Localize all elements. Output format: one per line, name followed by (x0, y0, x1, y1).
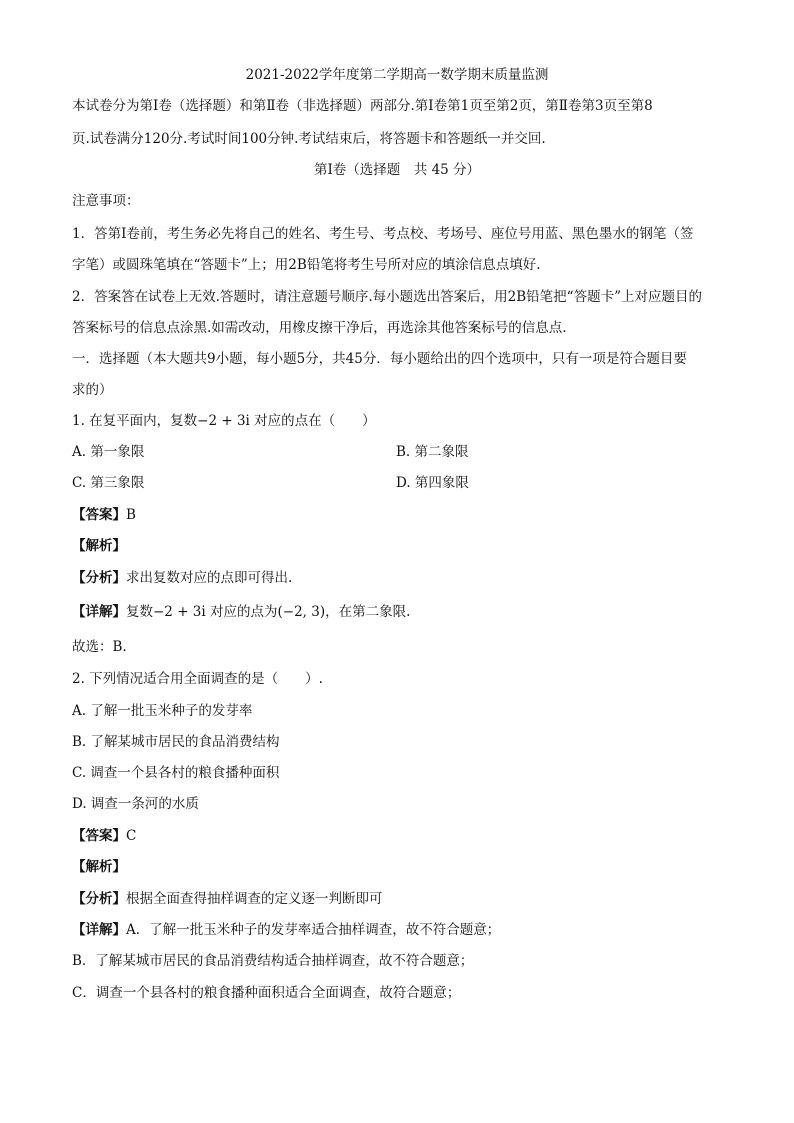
q2-answer-line (72, 827, 136, 845)
q1-answer-tag: 【答案】 (72, 507, 126, 523)
q1-detail-line (72, 603, 410, 621)
part-title: 第Ⅰ卷（选择题 共 45 分） (313, 162, 481, 178)
q1-detail: 复数−2 + 3i 对应的点为(−2, 3)，在第二象限. (126, 604, 411, 620)
q2-option-d: D. 调查一条河的水质 (72, 796, 199, 812)
q2-answer-tag: 【答案】 (72, 828, 126, 844)
q2-analysis-tag: 【解析】 (72, 859, 126, 875)
section-header-line-1: 一．选择题（本大题共9小题，每小题5分，共45分．每小题给出的四个选项中，只有一项是符合题目要 (72, 351, 687, 367)
section-header-line-2: 求的） (72, 382, 113, 398)
q1-fenxi-line (72, 569, 292, 587)
q2-fenxi-tag: 【分析】 (72, 891, 126, 907)
q1-choose: 故选：B. (72, 639, 127, 655)
notice-title: 注意事项： (72, 193, 140, 209)
q1-option-b: B. 第二象限 (396, 444, 469, 460)
q1-detail-tag: 【详解】 (72, 604, 126, 620)
q2-detail-b: B．了解某城市居民的食品消费结构适合抽样调查，故不符合题意； (72, 953, 474, 969)
notice-1-line-1: 1．答第Ⅰ卷前，考生务必先将自己的姓名、考生号、考点校、考场号、座位号用蓝、黑色墨水的钢笔（签 (72, 226, 694, 242)
q2-option-a: A. 了解一批玉米种子的发芽率 (72, 703, 253, 719)
q1-option-a: A. 第一象限 (72, 444, 145, 460)
q2-answer: C (126, 828, 137, 844)
q2-fenxi-line (72, 890, 383, 908)
q2-option-c: C. 调查一个县各村的粮食播种面积 (72, 765, 280, 781)
q2-detail-line (72, 921, 500, 939)
q1-fenxi: 求出复数对应的点即可得出. (126, 570, 293, 586)
q2-fenxi: 根据全面查得抽样调查的定义逐一判断即可 (126, 891, 383, 907)
q1-option-c: C. 第三象限 (72, 475, 145, 491)
page-title: 2021-2022学年度第二学期高一数学期末质量监测 (245, 67, 549, 83)
q2-stem: 2. 下列情况适合用全面调查的是（ ）. (72, 671, 323, 687)
q1-stem: 1. 在复平面内，复数−2 + 3i 对应的点在（ ） (72, 413, 376, 429)
q2-detail-tag: 【详解】 (72, 922, 126, 938)
q1-answer-line (72, 506, 136, 524)
intro-line-2: 页.试卷满分120分.考试时间100分钟.考试结束后，将答题卡和答题纸一并交回. (72, 131, 546, 147)
intro-line-1: 本试卷分为第Ⅰ卷（选择题）和第Ⅱ卷（非选择题）两部分.第Ⅰ卷第1页至第2页，第Ⅱ卷第3页至第8 (72, 98, 653, 114)
notice-1-line-2: 字笔）或圆珠笔填在“答题卡”上；用2B铅笔将考生号所对应的填涂信息点填好. (72, 257, 541, 273)
q1-analysis-tag: 【解析】 (72, 538, 126, 554)
notice-2-line-2: 答案标号的信息点涂黑.如需改动，用橡皮擦干净后，再选涂其他答案标号的信息点. (72, 320, 567, 336)
q1-fenxi-tag: 【分析】 (72, 570, 126, 586)
q1-option-d: D. 第四象限 (396, 475, 469, 491)
q2-option-b: B. 了解某城市居民的食品消费结构 (72, 734, 280, 750)
q2-detail-a: A．了解一批玉米种子的发芽率适合抽样调查，故不符合题意； (126, 922, 501, 938)
q2-detail-c: C．调查一个县各村的粮食播种面积适合全面调查，故符合题意； (72, 985, 461, 1001)
notice-2-line-1: 2．答案答在试卷上无效.答题时，请注意题号顺序.每小题选出答案后，用2B铅笔把“答题卡”上对应题目的 (72, 289, 702, 305)
q1-answer: B (126, 507, 136, 523)
